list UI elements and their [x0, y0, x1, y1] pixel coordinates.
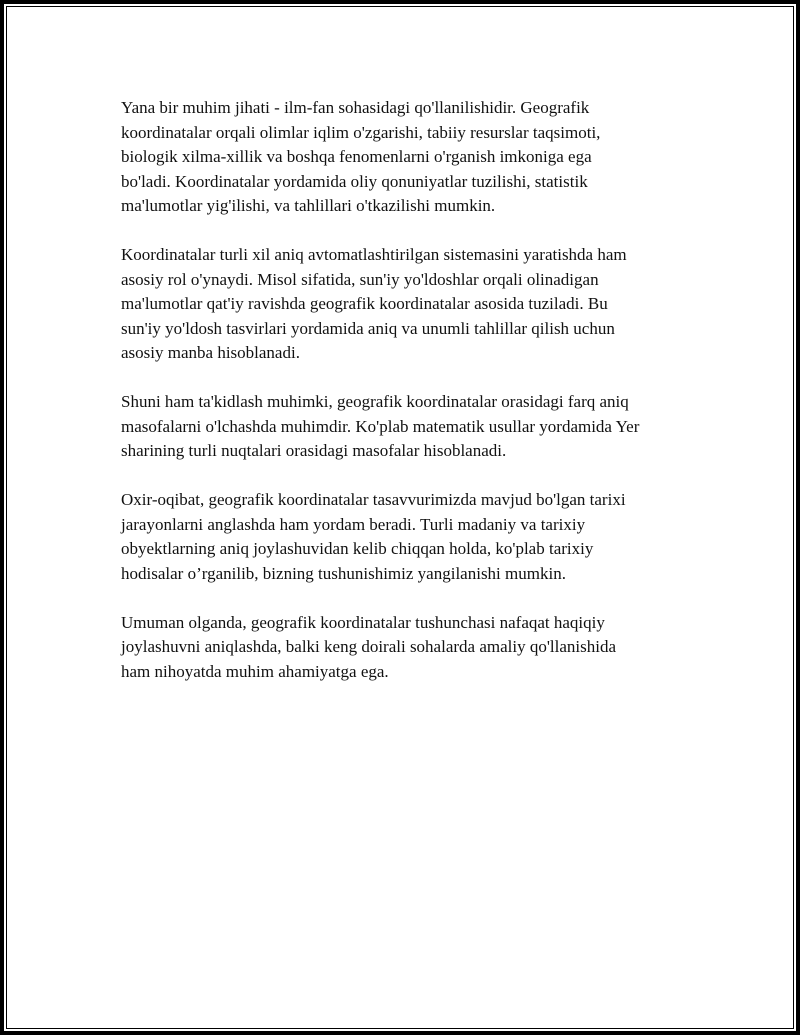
- text-line: masofalarni o'lchashda muhimdir. Ko'plab matematik usullar yordamida Yer: [121, 416, 640, 436]
- text-line: jarayonlarni anglashda ham yordam beradi. Turli madaniy va tarixiy: [121, 514, 586, 534]
- text-line: Koordinatalar turli xil aniq avtomatlashtirilgan sistemasini yaratishda ham: [121, 245, 627, 264]
- text-line: hodisalar o’rganilib, bizning tushunishimiz yangilanishi mumkin.: [121, 563, 566, 583]
- text-line: asosiy manba hisoblanadi.: [121, 343, 300, 362]
- text-line: joylashuvni aniqlashda, balki keng doirali sohalarda amaliy qo'llanishida: [121, 637, 617, 656]
- text-line: ham nihoyatda muhim ahamiyatga ega.: [121, 661, 389, 681]
- text-line: Oxir-oqibat, geografik koordinatalar tasavvurimizda mavjud bo'lgan tarixi: [121, 490, 626, 509]
- text-line: Yana bir muhim jihati - ilm-fan sohasidagi qo'llanilishidir. Geografik: [121, 98, 590, 117]
- text-line: ma'lumotlar qat'iy ravishda geografik koordinatalar asosida tuziladi. Bu: [121, 294, 608, 313]
- paragraph-4: [121, 488, 701, 586]
- paragraph-1: [121, 96, 701, 219]
- paragraph-3: [121, 390, 701, 464]
- paragraph-5: [121, 611, 701, 685]
- text-line: ma'lumotlar yig'ilishi, va tahlillari o'tkazilishi mumkin.: [121, 196, 496, 215]
- text-line: asosiy rol o'ynaydi. Misol sifatida, sun'iy yo'ldoshlar orqali olinadigan: [121, 269, 599, 289]
- text-line: Umuman olganda, geografik koordinatalar tushunchasi nafaqat haqiqiy: [121, 612, 605, 632]
- text-line: sharining turli nuqtalari orasidagi masofalar hisoblanadi.: [121, 441, 507, 460]
- text-line: obyektlarning aniq joylashuvidan kelib chiqqan holda, ko'plab tarixiy: [121, 539, 594, 558]
- text-line: koordinatalar orqali olimlar iqlim o'zgarishi, tabiiy resurslar taqsimoti,: [121, 122, 601, 142]
- text-line: biologik xilma-xillik va boshqa fenomenlarni o'rganish imkoniga ega: [121, 147, 592, 166]
- text-line: Shuni ham ta'kidlash muhimki, geografik koordinatalar orasidagi farq aniq: [121, 392, 629, 411]
- text-line: bo'ladi. Koordinatalar yordamida oliy qonuniyatlar tuzilishi, statistik: [121, 171, 588, 191]
- text-line: sun'iy yo'ldosh tasvirlari yordamida aniq va unumli tahlillar qilish uchun: [121, 318, 615, 338]
- paragraph-2: [121, 243, 701, 366]
- document-body: [121, 96, 701, 709]
